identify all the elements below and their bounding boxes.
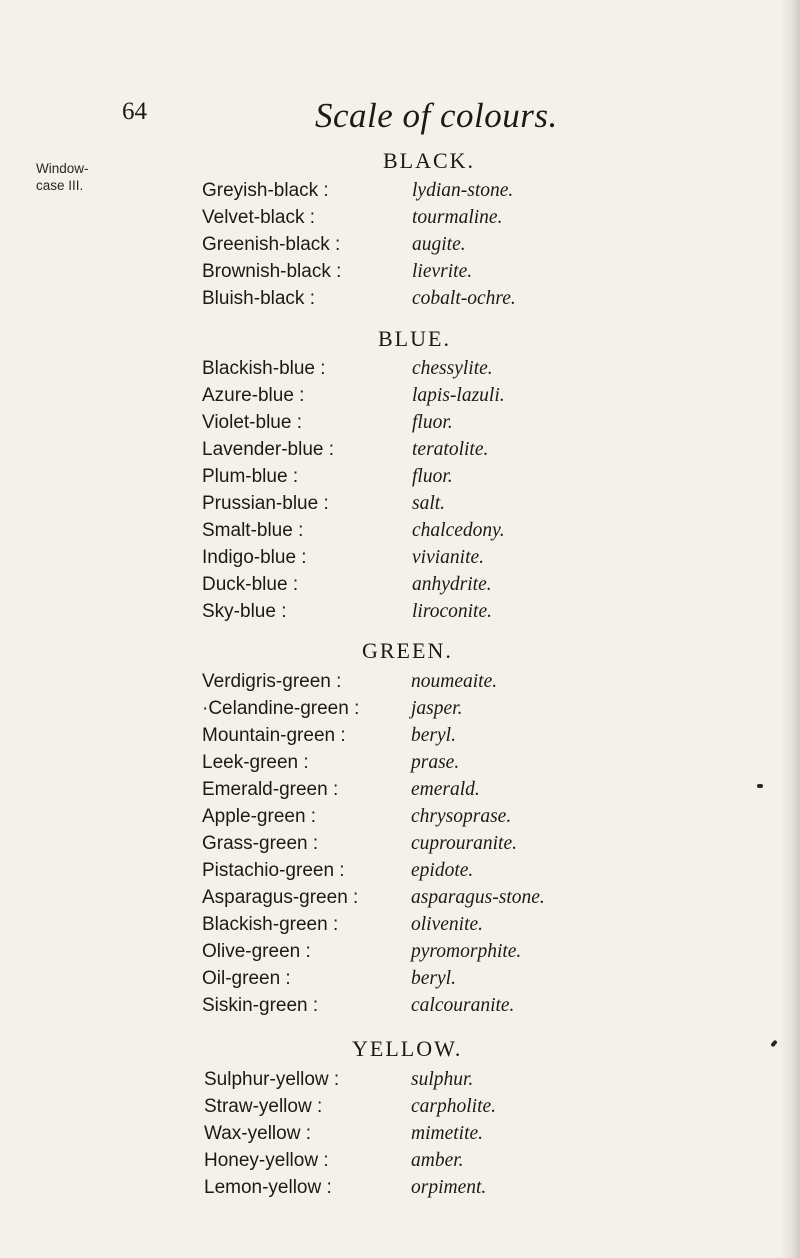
mineral-name: mimetite. <box>411 1123 484 1144</box>
colour-entry <box>0 860 800 886</box>
mineral-name: salt. <box>412 493 446 514</box>
running-title: Scale of colours. <box>315 96 558 135</box>
colour-name: ·Celandine-green : <box>202 698 360 719</box>
colour-entry <box>0 439 800 465</box>
colour-entry <box>0 806 800 832</box>
mineral-name: lydian-stone. <box>412 180 514 201</box>
colour-entry <box>0 1069 800 1095</box>
mineral-name: amber. <box>411 1150 464 1171</box>
colour-entry <box>0 358 800 384</box>
mineral-name: beryl. <box>411 725 456 746</box>
section-heading-yellow: YELLOW. <box>352 1036 463 1061</box>
mineral-name: fluor. <box>412 412 453 433</box>
mineral-name: prase. <box>411 752 460 773</box>
colour-entry <box>0 234 800 260</box>
colour-name: Prussian-blue : <box>202 493 329 514</box>
colour-name: Emerald-green : <box>202 779 339 800</box>
colour-entry <box>0 725 800 751</box>
colour-entry <box>0 698 800 724</box>
page-number: 64 <box>122 98 147 125</box>
colour-name: Oil-green : <box>202 968 291 989</box>
colour-entry <box>0 1150 800 1176</box>
colour-entry <box>0 671 800 697</box>
mineral-name: liroconite. <box>412 601 492 622</box>
mineral-name: chalcedony. <box>412 520 505 541</box>
mineral-name: sulphur. <box>411 1069 474 1090</box>
mineral-name: olivenite. <box>411 914 484 935</box>
mineral-name: teratolite. <box>412 439 489 460</box>
colour-entry <box>0 887 800 913</box>
margin-note-line: Window- <box>36 161 89 176</box>
colour-name: Asparagus-green : <box>202 887 359 908</box>
colour-entry <box>0 261 800 287</box>
colour-entry <box>0 1096 800 1122</box>
colour-entry <box>0 1177 800 1203</box>
colour-entry <box>0 412 800 438</box>
colour-name: Lavender-blue : <box>202 439 335 460</box>
colour-entry <box>0 493 800 519</box>
colour-name: Blackish-blue : <box>202 358 326 379</box>
section-heading-black: BLACK. <box>383 148 476 173</box>
colour-entry <box>0 574 800 600</box>
colour-entry <box>0 833 800 859</box>
colour-entry <box>0 207 800 233</box>
colour-name: Olive-green : <box>202 941 311 962</box>
colour-name: Blackish-green : <box>202 914 339 935</box>
mineral-name: vivianite. <box>412 547 485 568</box>
colour-name: Greyish-black : <box>202 180 329 201</box>
mineral-name: asparagus-stone. <box>411 887 545 908</box>
colour-name: Verdigris-green : <box>202 671 342 692</box>
mineral-name: anhydrite. <box>412 574 492 595</box>
colour-name: Indigo-blue : <box>202 547 307 568</box>
colour-name: Straw-yellow : <box>204 1096 323 1117</box>
margin-note-line: case III. <box>36 178 84 193</box>
colour-name: Sky-blue : <box>202 601 287 622</box>
colour-entry <box>0 180 800 206</box>
colour-name: Velvet-black : <box>202 207 315 228</box>
mineral-name: orpiment. <box>411 1177 487 1198</box>
colour-name: Plum-blue : <box>202 466 299 487</box>
colour-name: Pistachio-green : <box>202 860 345 881</box>
colour-name: Greenish-black : <box>202 234 341 255</box>
colour-entry <box>0 385 800 411</box>
mineral-name: tourmaline. <box>412 207 503 228</box>
colour-name: Honey-yellow : <box>204 1150 329 1171</box>
colour-name: Apple-green : <box>202 806 317 827</box>
colour-entry <box>0 1123 800 1149</box>
mineral-name: epidote. <box>411 860 474 881</box>
mineral-name: jasper. <box>411 698 463 719</box>
mineral-name: chrysoprase. <box>411 806 512 827</box>
section-heading-blue: BLUE. <box>378 326 451 351</box>
colour-entry <box>0 547 800 573</box>
colour-name: Lemon-yellow : <box>204 1177 332 1198</box>
mineral-name: lapis-lazuli. <box>412 385 505 406</box>
mineral-name: cobalt-ochre. <box>412 288 516 309</box>
mineral-name: emerald. <box>411 779 480 800</box>
colour-name: Siskin-green : <box>202 995 319 1016</box>
colour-entry <box>0 779 800 805</box>
colour-entry <box>0 601 800 627</box>
mineral-name: chessylite. <box>412 358 493 379</box>
mineral-name: lievrite. <box>412 261 473 282</box>
colour-name: Sulphur-yellow : <box>204 1069 340 1090</box>
colour-name: Mountain-green : <box>202 725 346 746</box>
colour-name: Azure-blue : <box>202 385 305 406</box>
colour-name: Violet-blue : <box>202 412 302 433</box>
colour-entry <box>0 914 800 940</box>
mineral-name: pyromorphite. <box>411 941 522 962</box>
mineral-name: fluor. <box>412 466 453 487</box>
colour-name: Leek-green : <box>202 752 309 773</box>
mineral-name: cuprouranite. <box>411 833 517 854</box>
colour-name: Brownish-black : <box>202 261 342 282</box>
colour-entry <box>0 968 800 994</box>
ink-speck <box>770 1040 778 1048</box>
colour-name: Smalt-blue : <box>202 520 304 541</box>
mineral-name: calcouranite. <box>411 995 515 1016</box>
mineral-name: carpholite. <box>411 1096 497 1117</box>
colour-entry <box>0 752 800 778</box>
mineral-name: noumeaite. <box>411 671 498 692</box>
colour-name: Bluish-black : <box>202 288 315 309</box>
colour-name: Grass-green : <box>202 833 319 854</box>
section-heading-green: GREEN. <box>362 638 453 663</box>
colour-name: Duck-blue : <box>202 574 299 595</box>
colour-name: Wax-yellow : <box>204 1123 311 1144</box>
mineral-name: beryl. <box>411 968 456 989</box>
colour-entry <box>0 466 800 492</box>
colour-entry <box>0 288 800 314</box>
colour-entry <box>0 995 800 1021</box>
ink-speck <box>757 784 763 788</box>
colour-entry <box>0 520 800 546</box>
mineral-name: augite. <box>412 234 466 255</box>
colour-entry <box>0 941 800 967</box>
